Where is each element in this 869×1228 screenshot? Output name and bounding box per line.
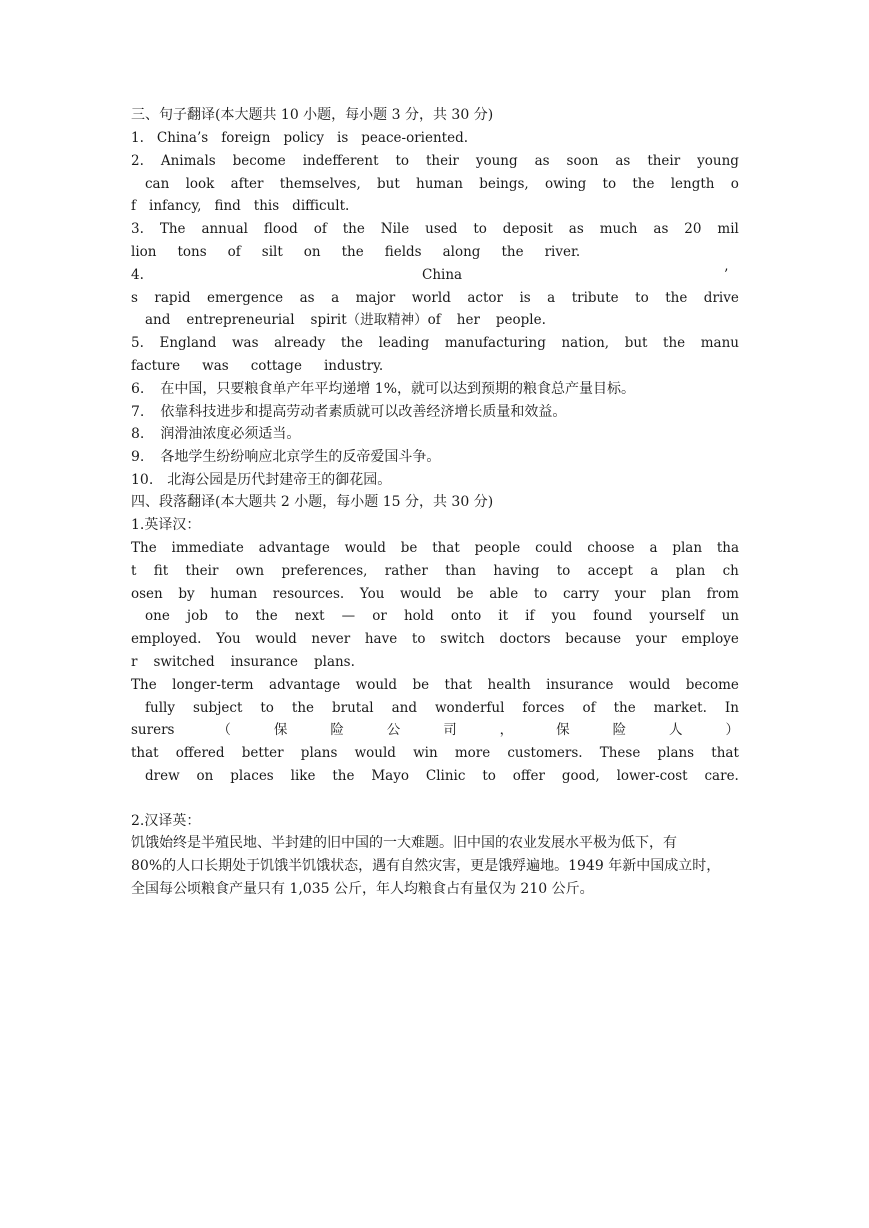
word: to [224, 608, 239, 625]
paragraph-line [131, 583, 739, 606]
word: 润滑油浓度必须适当。 [160, 426, 301, 443]
word: accept [587, 562, 633, 579]
word: human [210, 585, 258, 602]
word: look [185, 175, 215, 192]
word: having [493, 562, 540, 579]
word: 在中国，只要粮食单产年平均递增 1%，就可以达到预期的粮食总产量目标。 [160, 380, 636, 397]
word: better [241, 745, 284, 762]
word: as [534, 152, 550, 169]
word: entrepreneurial [186, 312, 295, 329]
word: was [231, 335, 259, 352]
word: 20 [684, 221, 702, 238]
word: 5. [131, 335, 144, 352]
word: 公 [386, 722, 401, 739]
word: owing [544, 175, 587, 192]
word: mil [717, 221, 739, 238]
word: The [131, 676, 157, 693]
word: on [196, 768, 214, 784]
word: 司 [443, 722, 457, 739]
word: resources. [272, 585, 345, 602]
word: the [632, 175, 655, 192]
word: job [186, 608, 208, 625]
word: than [445, 562, 477, 579]
word: that [131, 745, 159, 762]
word: be [456, 585, 474, 602]
word: You [216, 631, 241, 648]
word: from [706, 585, 739, 602]
paragraph-line: 饥饿始终是半殖民地、半封建的旧中国的一大难题。旧中国的农业发展水平极为低下，有 [131, 835, 677, 851]
word: able [489, 585, 519, 602]
word: themselves, [279, 175, 361, 192]
word: would [400, 585, 442, 602]
word: insurance [230, 654, 298, 670]
word: one [145, 608, 170, 625]
word: silt [261, 244, 283, 260]
sentence-line [145, 173, 739, 196]
word: ch [722, 562, 739, 579]
word: used [425, 221, 458, 238]
word: have [364, 631, 398, 648]
word: 保 [556, 722, 570, 739]
word: soon [566, 152, 599, 169]
word: and [145, 312, 171, 329]
word: infancy, [149, 198, 202, 215]
sentence-line [131, 287, 739, 310]
sentence-line [131, 195, 739, 218]
word: this [253, 198, 280, 215]
sentence-line [131, 241, 739, 264]
sentence-line [131, 378, 739, 401]
word: to [533, 585, 548, 602]
word: deposit [502, 221, 553, 238]
word: insurance [546, 676, 614, 693]
word: that [444, 676, 473, 693]
word: policy [283, 130, 325, 146]
word: a [331, 289, 340, 306]
word: actor [467, 289, 503, 306]
word: is [337, 130, 349, 146]
sentence-line [131, 332, 739, 355]
word: lower-cost [616, 768, 688, 784]
word: be [412, 676, 430, 693]
word: fit [153, 562, 169, 579]
word: own [235, 562, 265, 579]
word: people. [495, 312, 546, 329]
word: by [178, 585, 195, 602]
paragraph-line [131, 742, 739, 765]
paragraph-line [131, 560, 739, 583]
word: as [653, 221, 669, 238]
word: the [663, 335, 686, 352]
word: 险 [330, 722, 344, 739]
word: places [230, 768, 274, 784]
word: the [501, 244, 524, 260]
word: find [214, 198, 241, 215]
word: would [344, 540, 386, 556]
word: leading [378, 335, 430, 352]
paragraph-line [131, 628, 739, 651]
word: drew [145, 768, 180, 784]
sentence-line [131, 469, 739, 492]
word: plans. [313, 654, 355, 670]
word: o [730, 175, 739, 192]
word: preferences, [281, 562, 368, 579]
word: fully [145, 699, 175, 716]
word: China [422, 266, 463, 283]
word: t [131, 562, 137, 579]
word: 人 [669, 722, 683, 739]
word: of [582, 699, 596, 716]
word: annual [201, 221, 248, 238]
word: along [442, 244, 481, 260]
word: Clinic [425, 768, 466, 784]
word: emergence [207, 289, 284, 306]
word: switched [153, 654, 215, 670]
word: 3. [131, 221, 144, 238]
word: of [313, 221, 327, 238]
word: because [565, 631, 622, 648]
word: ， [499, 722, 514, 739]
word: employe [681, 631, 739, 648]
word: length [670, 175, 715, 192]
word: cottage [250, 358, 302, 374]
word: the [332, 768, 355, 784]
word: major [355, 289, 396, 306]
word: advantage [269, 676, 341, 693]
word: plan [672, 540, 703, 556]
word: tons [177, 244, 207, 260]
word: to [482, 768, 496, 784]
word: a [547, 289, 556, 306]
paragraph-line: 全国每公顷粮食产量只有 1,035 公斤，年人均粮食占有量仅为 210 公斤。 [131, 881, 594, 897]
word: plans [300, 745, 338, 762]
word: customers. [507, 745, 583, 762]
word: market. [653, 699, 707, 716]
word: more [454, 745, 491, 762]
word: — [341, 608, 356, 625]
word: is [519, 289, 531, 306]
word: r [131, 654, 138, 670]
word: peace-oriented. [361, 130, 469, 146]
word: The [131, 540, 157, 556]
word: foreign [221, 130, 271, 146]
word: tha [716, 540, 739, 556]
word: manufacturing [444, 335, 546, 352]
word: facture [131, 358, 181, 374]
word: 依靠科技进步和提高劳动者素质就可以改善经济增长质量和效益。 [160, 403, 567, 420]
word: plan [675, 562, 706, 579]
sentence-line [145, 309, 739, 332]
word: 北海公园是历代封建帝王的御花园。 [167, 472, 392, 488]
paragraph-line [145, 765, 739, 788]
word: river. [544, 244, 581, 260]
paragraph-line [131, 719, 739, 742]
word: 6. [131, 380, 145, 397]
word: to [260, 699, 274, 716]
word: much [599, 221, 638, 238]
section4-heading: 四、段落翻译(本大题共 2 小题，每小题 15 分，共 30 分) [131, 494, 494, 510]
word: advantage [258, 540, 330, 556]
word: their [185, 562, 219, 579]
word: like [290, 768, 316, 784]
word: 8. [131, 426, 145, 443]
word: onto [450, 608, 482, 625]
word: spirit（进取精神）of [310, 312, 441, 329]
sentence-line [131, 150, 739, 173]
word: be [400, 540, 418, 556]
word: found [593, 608, 633, 625]
paragraph-line [131, 674, 739, 697]
part2-label: 2.汉译英： [131, 813, 201, 829]
word: world [411, 289, 451, 306]
word: was [202, 358, 229, 374]
sentence-line [131, 127, 739, 150]
word: you [551, 608, 577, 625]
sentence-line [131, 218, 739, 241]
word: ） [725, 722, 739, 739]
paragraph-line [131, 537, 739, 560]
word: win [413, 745, 438, 762]
word: if [525, 608, 535, 625]
word: switch [440, 631, 485, 648]
word: her [456, 312, 480, 329]
word: （ [217, 722, 231, 739]
word: would [255, 631, 297, 648]
word: as [568, 221, 584, 238]
word: Animals [160, 152, 216, 169]
word: a [649, 540, 658, 556]
word: choose [587, 540, 635, 556]
word: 10. [131, 472, 154, 488]
word: the [665, 289, 688, 306]
word: manu [700, 335, 739, 352]
part1-label: 1.英译汉： [131, 517, 201, 533]
word: un [721, 608, 739, 625]
word: young [697, 152, 739, 169]
word: Nile [380, 221, 410, 238]
word: doctors [499, 631, 551, 648]
word: human [416, 175, 463, 192]
sentence-line [131, 446, 739, 469]
word: that [711, 745, 739, 762]
word: never [311, 631, 351, 648]
word: subject [192, 699, 243, 716]
word: or [372, 608, 387, 625]
word: to [635, 289, 649, 306]
word: industry. [323, 358, 384, 374]
word: already [274, 335, 326, 352]
word: Mayo [371, 768, 409, 784]
word: could [535, 540, 573, 556]
word: rapid [154, 289, 191, 306]
word: 9. [131, 449, 145, 466]
word: immediate [171, 540, 244, 556]
word: their [647, 152, 681, 169]
word: to [473, 221, 487, 238]
word: the [291, 699, 315, 716]
word: 险 [612, 722, 627, 739]
word: would [355, 676, 397, 693]
word: flood [263, 221, 298, 238]
word: s [131, 289, 138, 306]
word: wonderful [434, 699, 505, 716]
word: ’ [724, 266, 729, 283]
word: England [159, 335, 217, 352]
word: become [685, 676, 739, 693]
word: carry [562, 585, 600, 602]
word: of [227, 244, 241, 260]
word: health [487, 676, 531, 693]
word: a [650, 562, 659, 579]
paragraph-line [131, 651, 739, 674]
word: You [359, 585, 385, 602]
paragraph-line: 80%的人口长期处于饥饿半饥饿状态，遇有自然灾害，更是饿殍遍地。1949 年新中国成立时， [131, 858, 721, 874]
paragraph-line [145, 605, 739, 628]
word: to [602, 175, 617, 192]
word: the [613, 699, 636, 716]
word: indefferent [302, 152, 379, 169]
word: young [475, 152, 518, 169]
sentence-line [131, 355, 739, 378]
word: surers [131, 722, 175, 739]
word: yourself [649, 608, 705, 625]
word: offer [512, 768, 545, 784]
word: 各地学生纷纷响应北京学生的反帝爱国斗争。 [160, 449, 441, 466]
word: beings, [479, 175, 529, 192]
sentence-line [131, 401, 739, 424]
word: China’s [156, 130, 209, 146]
word: 7. [131, 403, 145, 420]
word: nation, [561, 335, 610, 352]
word: lion [131, 244, 157, 260]
word: their [426, 152, 459, 169]
word: rather [384, 562, 428, 579]
word: 2. [131, 152, 144, 169]
word: tribute [571, 289, 619, 306]
sentence-line [131, 423, 739, 446]
word: after [230, 175, 264, 192]
word: offered [175, 745, 225, 762]
word: 保 [273, 722, 288, 739]
word: the [341, 244, 364, 260]
word: The [159, 221, 186, 238]
word: In [724, 699, 739, 716]
word: become [232, 152, 286, 169]
word: and [391, 699, 417, 716]
paragraph-line [145, 697, 739, 720]
word: on [303, 244, 321, 260]
word: your [614, 585, 646, 602]
word: to [395, 152, 410, 169]
word: as [299, 289, 315, 306]
word: brutal [332, 699, 374, 716]
word: as [615, 152, 631, 169]
word: f [131, 198, 136, 215]
word: good, [561, 768, 600, 784]
word: your [635, 631, 667, 648]
word: to [556, 562, 571, 579]
word: the [255, 608, 278, 625]
section3-heading: 三、句子翻译(本大题共 10 小题，每小题 3 分，共 30 分) [131, 107, 494, 123]
word: can [145, 175, 170, 192]
word: people [474, 540, 521, 556]
word: difficult. [292, 198, 350, 215]
word: to [411, 631, 426, 648]
word: 1. [131, 130, 144, 146]
word: it [498, 608, 509, 625]
word: plans [657, 745, 695, 762]
word: longer-term [172, 676, 254, 693]
word: but [376, 175, 400, 192]
word: would [354, 745, 396, 762]
word: osen [131, 585, 163, 602]
word: forces [522, 699, 565, 716]
word: the [342, 221, 365, 238]
word: care. [704, 768, 739, 784]
word: that [432, 540, 460, 556]
word: but [624, 335, 648, 352]
word: next [294, 608, 325, 625]
word: 4. [131, 266, 144, 283]
word: the [340, 335, 363, 352]
word: plan [661, 585, 691, 602]
word: These [599, 745, 641, 762]
word: employed. [131, 631, 202, 648]
word: hold [403, 608, 434, 625]
word: would [628, 676, 671, 693]
word: drive [703, 289, 739, 306]
word: fields [384, 244, 422, 260]
